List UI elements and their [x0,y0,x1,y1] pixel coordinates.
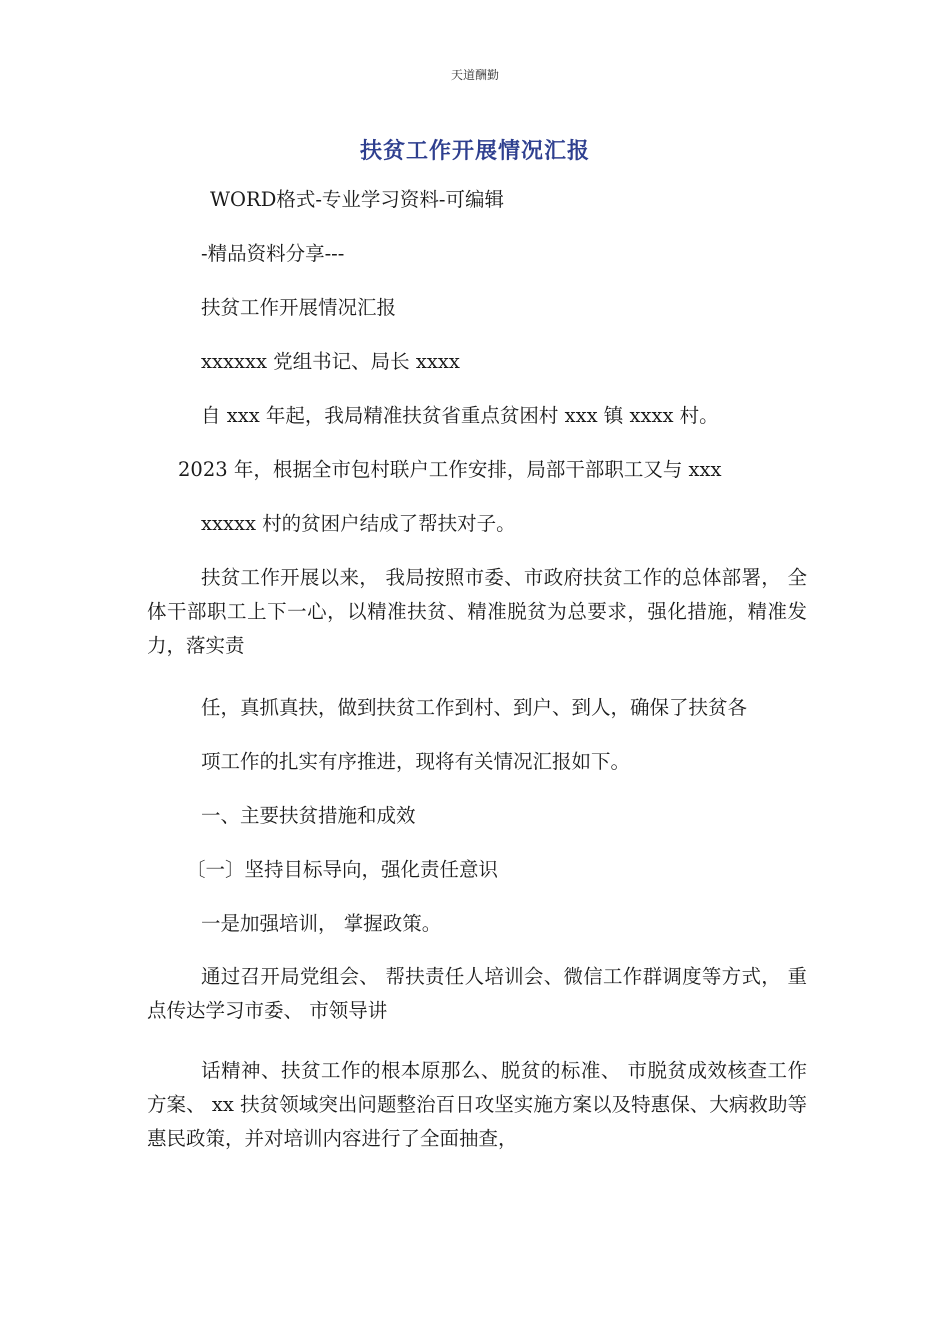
document-title: 扶贫工作开展情况汇报 [359,139,590,164]
subtitle-line: WORD格式-专业学习资料-可编辑 [210,188,505,211]
body-paragraph: 话精神、扶贫工作的根本原那么、脱贫的标准、 市脱贫成效核查工作方案、 xx 扶贫领域突出问题整治百日攻坚实施方案以及特惠保、大病救助等惠民政策，并对培训内容进行了全面抽查， [147,1059,807,1150]
subsection-heading: 〔一〕坚持目标导向，强化责任意识 [186,858,499,881]
body-line: 任，真抓真扶，做到扶贫工作到村、到户、到人，确保了扶贫各 [201,696,748,719]
body-line: 自 xxx 年起，我局精准扶贫省重点贫困村 xxx 镇 xxxx 村。 [201,404,719,427]
body-paragraph: 扶贫工作开展以来， 我局按照市委、市政府扶贫工作的总体部署， 全体干部职工上下一心，以精准扶贫、精准脱贫为总要求，强化措施，精准发力，落实责 [147,566,807,657]
body-line: xxxxx 村的贫困户结成了帮扶对子。 [201,512,516,535]
share-line: -精品资料分享--- [201,242,345,265]
heading-line: 扶贫工作开展情况汇报 [201,296,397,319]
body-line: 项工作的扎实有序推进，现将有关情况汇报如下。 [201,750,631,773]
page-header: 天道酬勤 [450,68,499,82]
body-paragraph: 通过召开局党组会、 帮扶责任人培训会、微信工作群调度等方式， 重点传达学习市委、 市领导讲 [147,965,807,1022]
section-heading: 一、主要扶贫措施和成效 [201,804,416,827]
author-line: xxxxxx 党组书记、局长 xxxx [201,350,460,373]
body-line: 一是加强培训， 掌握政策。 [201,912,442,935]
body-line: 2023 年，根据全市包村联户工作安排，局部干部职工又与 xxx [178,458,722,481]
